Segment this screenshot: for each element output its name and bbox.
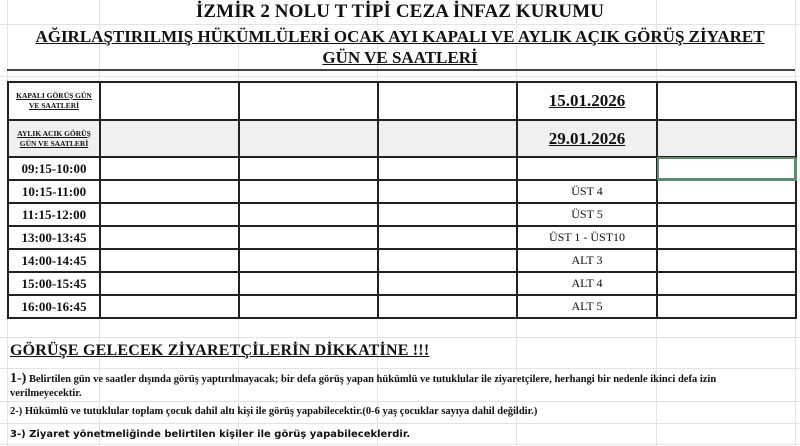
gridline	[0, 76, 800, 77]
notice-text: Hükümlü ve tutuklular toplam çocuk dahil altı kişi ile görüş yapabilecektir.(0-6 yaş çocuklar sayıya dahil değildir.)	[22, 406, 538, 417]
table-cell[interactable]	[657, 295, 796, 318]
notice-text: Belirtilen gün ve saatler dışında görüş yaptırılmayacak; bir defa görüş yapan hükümlü ve tutuklular ile ziyaretçilere, herhangi bir nedenle ikinci defa izin verilmeyecektir.	[10, 374, 717, 399]
table-cell[interactable]	[657, 120, 796, 157]
gridline	[0, 24, 800, 25]
table-row	[8, 272, 796, 295]
table-cell[interactable]	[378, 272, 517, 295]
gridline	[0, 444, 800, 445]
time-slot-cell[interactable]: 13:00-13:45	[8, 226, 100, 249]
ward-cell[interactable]: ÜST 1 - ÜST10	[517, 226, 657, 249]
row-label: AYLIK ACIK GÖRÜŞ GÜN VE SAATLERİ	[17, 128, 91, 148]
ward-cell[interactable]: ÜST 5	[517, 203, 657, 226]
notice-heading: GÖRÜŞE GELECEK ZİYARETÇİLERİN DİKKATİNE !!!	[10, 342, 430, 359]
table-cell[interactable]	[657, 249, 796, 272]
table-cell[interactable]	[100, 272, 239, 295]
table-cell[interactable]	[378, 295, 517, 318]
gridline	[0, 401, 800, 402]
table-cell[interactable]	[657, 272, 796, 295]
time-slot-cell[interactable]: 16:00-16:45	[8, 295, 100, 318]
gridline	[0, 368, 800, 369]
notice-item	[10, 428, 410, 442]
table-row	[8, 249, 796, 272]
institution-title: İZMİR 2 NOLU T TİPİ CEZA İNFAZ KURUMU	[195, 1, 605, 22]
table-cell[interactable]	[100, 226, 239, 249]
table-cell[interactable]	[657, 180, 796, 203]
table-cell[interactable]	[239, 249, 378, 272]
schedule-subtitle: AĞIRLAŞTIRILMIŞ HÜKÜMLÜLERİ OCAK AYI KAPALI VE AYLIK AÇIK GÖRÜŞ ZİYARET GÜN VE SAATLERİ	[35, 27, 765, 67]
table-cell[interactable]	[657, 82, 796, 120]
table-cell[interactable]	[100, 82, 239, 120]
table-cell[interactable]	[657, 226, 796, 249]
notice-text: Ziyaret yönetmeliğinde belirtilen kişiler ile görüş yapabileceklerdir.	[25, 429, 411, 440]
header-divider	[7, 69, 795, 71]
gridline	[0, 337, 800, 338]
table-cell[interactable]	[100, 120, 239, 157]
row-label-cell[interactable]	[8, 82, 100, 120]
aylik-acik-gorus-date: 29.01.2026	[548, 128, 626, 148]
table-cell[interactable]	[657, 203, 796, 226]
ward-cell[interactable]	[517, 157, 657, 180]
row-label: KAPALI GÖRÜŞ GÜN VE SAATLERİ	[16, 91, 92, 110]
time-slot-cell[interactable]: 11:15-12:00	[8, 203, 100, 226]
notice-item	[10, 372, 770, 401]
table-cell[interactable]	[100, 249, 239, 272]
ward-cell[interactable]: ALT 5	[517, 295, 657, 318]
table-row	[8, 180, 796, 203]
notice-number: 1-)	[10, 371, 27, 386]
table-cell[interactable]	[239, 180, 378, 203]
table-cell[interactable]	[378, 249, 517, 272]
table-cell[interactable]	[378, 226, 517, 249]
table-cell[interactable]	[378, 120, 517, 157]
ward-cell[interactable]: ÜST 4	[517, 180, 657, 203]
date-cell[interactable]	[517, 82, 657, 120]
selected-cell[interactable]	[657, 157, 796, 180]
notice-number: 2-)	[10, 406, 23, 417]
table-cell[interactable]	[100, 180, 239, 203]
notice-number: 3-)	[10, 429, 26, 440]
ward-cell[interactable]: ALT 3	[517, 249, 657, 272]
table-cell[interactable]	[100, 203, 239, 226]
table-cell[interactable]	[239, 295, 378, 318]
date-cell[interactable]	[517, 120, 657, 157]
table-cell[interactable]	[100, 295, 239, 318]
row-label-cell[interactable]	[8, 120, 100, 157]
table-cell[interactable]	[378, 180, 517, 203]
table-row-aylik-acik-gorus	[8, 120, 796, 157]
time-slot-cell[interactable]: 14:00-14:45	[8, 249, 100, 272]
notice-item	[10, 405, 537, 419]
table-cell[interactable]	[239, 226, 378, 249]
time-slot-cell[interactable]: 09:15-10:00	[8, 157, 100, 180]
table-cell[interactable]	[378, 203, 517, 226]
table-cell[interactable]	[100, 157, 239, 180]
table-cell[interactable]	[239, 82, 378, 120]
table-cell[interactable]	[378, 82, 517, 120]
table-cell[interactable]	[239, 157, 378, 180]
gridline	[0, 423, 800, 424]
table-cell[interactable]	[239, 120, 378, 157]
table-row	[8, 226, 796, 249]
table-row	[8, 295, 796, 318]
table-row	[8, 203, 796, 226]
visit-schedule-table	[7, 81, 797, 319]
table-row-kapali-gorus	[8, 82, 796, 120]
table-cell[interactable]	[378, 157, 517, 180]
time-slot-cell[interactable]: 10:15-11:00	[8, 180, 100, 203]
table-row	[8, 157, 796, 180]
table-cell[interactable]	[239, 203, 378, 226]
kapali-gorus-date: 15.01.2026	[548, 91, 626, 110]
table-cell[interactable]	[239, 272, 378, 295]
time-slot-cell[interactable]: 15:00-15:45	[8, 272, 100, 295]
ward-cell[interactable]: ALT 4	[517, 272, 657, 295]
